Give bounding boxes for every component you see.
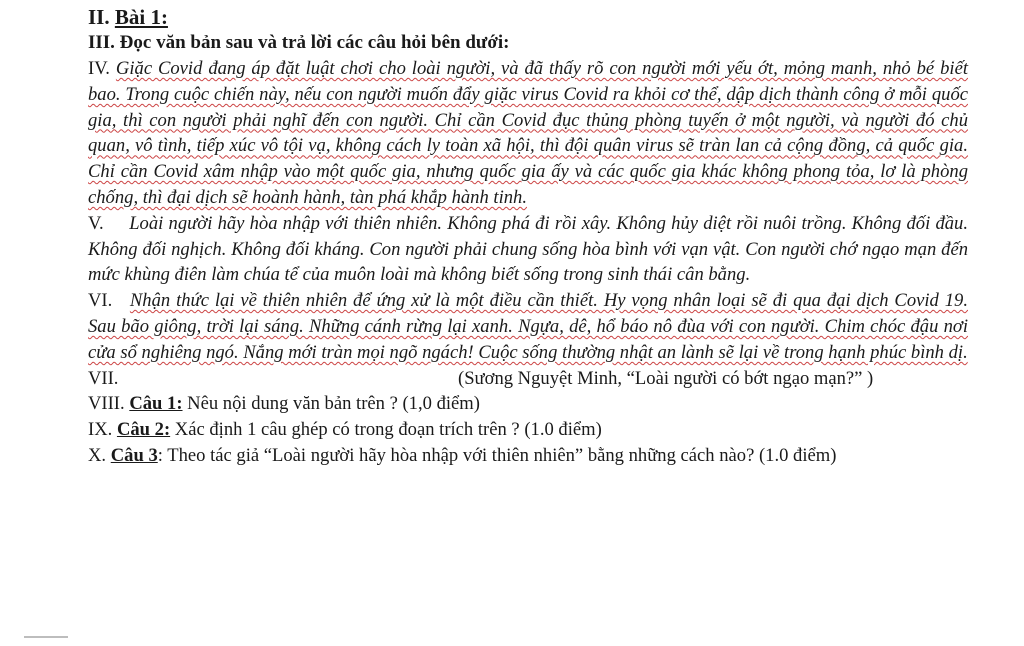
section-heading (88, 4, 968, 30)
question-marker: IX. (88, 419, 113, 441)
question-marker: VIII. (88, 393, 125, 415)
paragraph-text: Loài người hãy hòa nhập với thiên nhiên. Không phá đi rồi xây. Không hủy diệt rồi nuôi trồng. Không đối đầu. Không đối nghịch. Không đối kháng. Con người phải chung sống hòa bình với vạn vật. Con người chớ ngạo mạn đến mức khùng điên làm chúa tể của muôn loài mà không biết sống trong sinh thái cân bằng. (88, 212, 968, 286)
question-text: Nêu nội dung văn bản trên ? (1,0 điểm) (187, 393, 480, 415)
section-number: II. (88, 5, 110, 29)
question-label: Câu 3 (110, 444, 158, 466)
paragraph-marker: V. (88, 212, 104, 234)
question-text: Xác định 1 câu ghép có trong đoạn trích trên ? (1.0 điểm) (174, 419, 602, 441)
passage-paragraph-3 (88, 288, 968, 365)
document-page (88, 4, 968, 644)
question-3 (88, 443, 968, 469)
passage-paragraph-2 (88, 211, 968, 288)
page-edge-mark (24, 636, 68, 642)
question-1 (88, 391, 968, 417)
question-marker: X. (88, 444, 107, 466)
paragraph-text: Nhận thức lại về thiên nhiên để ứng xử là một điều cần thiết. Hy vọng nhân loại sẽ đi qua đại dịch Covid 19. Sau bão giông, trời lại sáng. Những cánh rừng lại xanh. Ngựa, dê, hổ báo nô đùa với con người. Chim chóc đậu nơi cửa sổ nghiêng ngó. Nắng mới tràn mọi ngõ ngách! Cuộc sống thường nhật an lành sẽ lại về trong hạnh phúc bình dị. (88, 290, 968, 363)
paragraph-marker: VI. (88, 290, 113, 312)
paragraph-marker: IV. (88, 58, 110, 79)
passage-paragraph-1 (88, 56, 968, 211)
source-citation-line (88, 366, 968, 392)
paragraph-marker: VII. (88, 367, 119, 389)
instruction-heading: III. Đọc văn bản sau và trả lời các câu hỏi bên dưới: (88, 32, 510, 53)
paragraph-text: Giặc Covid đang áp đặt luật chơi cho loài người, và đã thấy rõ con người mới yếu ớt, mỏng manh, nhỏ bé biết bao. Trong cuộc chiến này, nếu con người muốn đẩy giặc virus Covid ra khỏi cơ thể, dập dịch thành công ở mỗi quốc gia, thì con người phải nghĩ đến con người. Chỉ cần Covid đục thủng phòng tuyến ở một người, và người đó chủ quan, vô tình, tiếp xúc vô tội vạ, không cách ly toàn xã hội, thì đội quân virus sẽ tràn lan cả cộng đồng, cả quốc gia. Chỉ cần Covid xâm nhập vào một quốc gia, nhưng quốc gia ấy và các quốc gia khác không phong tỏa, lơ là phòng chống, thì đại dịch sẽ hoành hành, tàn phá khắp hành tinh. (88, 58, 968, 208)
question-label: Câu 2: (116, 419, 171, 441)
source-citation: (Sương Nguyệt Minh, “Loài người có bớt ngạo mạn?” ) (458, 367, 874, 389)
question-text: : Theo tác giả “Loài người hãy hòa nhập với thiên nhiên” bằng những cách nào? (1.0 điểm) (157, 444, 837, 466)
section-title: Bài 1: (114, 5, 168, 29)
question-2 (88, 417, 968, 443)
question-label: Câu 1: (129, 393, 183, 415)
